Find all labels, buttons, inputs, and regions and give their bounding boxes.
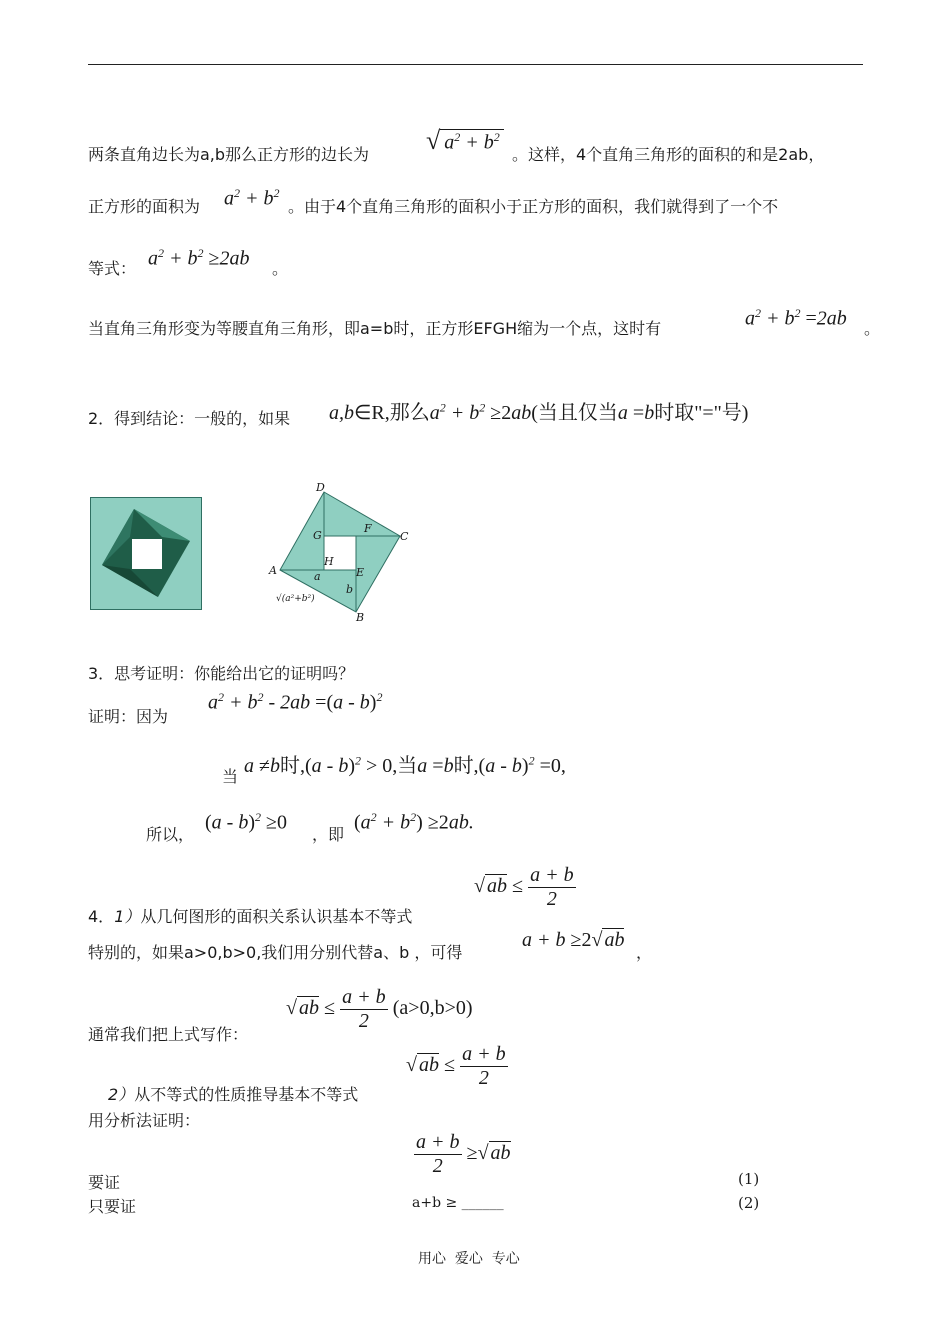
paragraph-2-end: 。 xyxy=(864,319,881,338)
usually-text: 通常我们把上式写作： xyxy=(88,1025,249,1044)
math-equality: $a^2 + b^2 =2ab$ xyxy=(745,306,847,330)
fig-label-A: A xyxy=(269,564,277,577)
p1-line3-a: 等式： xyxy=(88,259,137,278)
p1-line2-b: 。由于4个直角三角形的面积小于正方形的面积，我们就得到了一个不 xyxy=(288,197,779,216)
fig-label-G: G xyxy=(313,529,322,542)
pinwheel-square-figure xyxy=(90,497,202,610)
ineq-sqrt-le-mean-3: √ ab ≤ $\frac{a + b}{2}$ xyxy=(406,1043,506,1089)
ineq-sqrt-le-mean-1: √ ab ≤ $\frac{a + b}{2}$ xyxy=(474,864,574,910)
p1-line3-b: 。 xyxy=(272,259,289,278)
zhiyaozheng-label: 只要证 xyxy=(88,1197,137,1216)
special-end: ， xyxy=(636,943,653,962)
item-2-text: 从不等式的性质推导基本不等式 xyxy=(134,1085,359,1104)
p1-line2-a: 正方形的面积为 xyxy=(88,197,201,216)
fig-label-H: H xyxy=(324,555,334,568)
fig-label-E: E xyxy=(356,566,365,579)
so-math-2: $(a^2 + b^2) \ge 2ab$. xyxy=(354,810,474,834)
fig-label-F: F xyxy=(364,522,372,535)
target-ineq: $\frac{a + b}{2}$ ≥√ ab xyxy=(416,1131,511,1177)
paragraph-2-text: 当直角三角形变为等腰直角三角形，即a=b时，正方形EFGH缩为一个点，这时有 xyxy=(88,319,662,338)
fig-label-a: a xyxy=(314,570,321,583)
item-2-num: 2） xyxy=(108,1085,135,1104)
section-3-label: 3．思考证明：你能给出它的证明吗？ xyxy=(88,664,355,683)
proof-label: 证明：因为 xyxy=(88,707,169,726)
header-rule xyxy=(88,64,863,65)
fig-label-b: b xyxy=(346,583,354,596)
sqrt-ab: ab xyxy=(486,875,507,897)
section-2-label: 2．得到结论：一般的，如果 xyxy=(88,409,291,428)
blank-ineq: a+b ≥ ______ xyxy=(412,1195,504,1211)
p1-text-a: 两条直角边长为a,b那么正方形的边长为 xyxy=(88,145,370,164)
cond-text: (a>0,b>0) xyxy=(392,997,473,1019)
so-math-1: (a - b)$^2$ ≥0 xyxy=(205,810,287,834)
frac-num: a + b xyxy=(530,864,574,886)
math-a2-plus-b2: $a^2 + b^2$ xyxy=(224,186,280,210)
fig-label-side: √(a²+b²) xyxy=(276,594,315,604)
p1-text-b: 。这样，4个直角三角形的面积的和是2ab， xyxy=(512,145,825,164)
eq-number-1: (1) xyxy=(738,1170,760,1188)
so-mid: ，即 xyxy=(312,825,345,844)
ineq-sqrt-le-mean-2: √ ab ≤ $\frac{a + b}{2}$ (a>0,b>0) xyxy=(286,986,473,1032)
item-1-text: 从几何图形的面积关系认识基本不等式 xyxy=(140,907,413,926)
le-sign: ≤ xyxy=(512,875,524,897)
analysis-text: 用分析法证明： xyxy=(88,1111,201,1130)
sqrt-a2-b2: √ $a^2 + b^2$ xyxy=(426,126,504,156)
section-4-num: 4． xyxy=(88,907,115,926)
page-footer: 用心 爱心 专心 xyxy=(418,1251,520,1267)
eq-number-2: (2) xyxy=(738,1194,760,1212)
section-4-label xyxy=(88,904,412,927)
math-ineq-1: $a^2 + b^2 \ge 2ab$ xyxy=(148,246,250,270)
section-2-math: a,b∈R,那么$a^2 + b^2 \ge 2ab$(当且仅当a =b时取"="号) xyxy=(329,400,749,424)
yaozheng-label: 要证 xyxy=(88,1173,121,1192)
item-1-num: 1） xyxy=(114,907,141,926)
so-prefix: 所以， xyxy=(146,825,195,844)
fig-label-C: C xyxy=(400,530,409,543)
fig-label-B: B xyxy=(356,611,365,624)
special-text: 特别的，如果a>0,b>0,我们用分别代替a、b ，可得 xyxy=(88,943,463,962)
labeled-square-figure xyxy=(262,478,422,628)
item-2 xyxy=(108,1082,358,1105)
proof-identity: $a^2 + b^2 - 2ab =(a - b)^2$ xyxy=(208,690,383,714)
case-prefix: 当 xyxy=(222,767,239,786)
fig-label-D: D xyxy=(316,481,325,494)
case-math: a ≠b时,(a - b)$^2$ > 0,当a =b时,(a - b)$^2$ =0, xyxy=(244,753,566,777)
special-math: a + b ≥2√ ab xyxy=(522,929,625,951)
paragraph-line-1 xyxy=(88,142,369,165)
frac-den: 2 xyxy=(546,888,557,910)
